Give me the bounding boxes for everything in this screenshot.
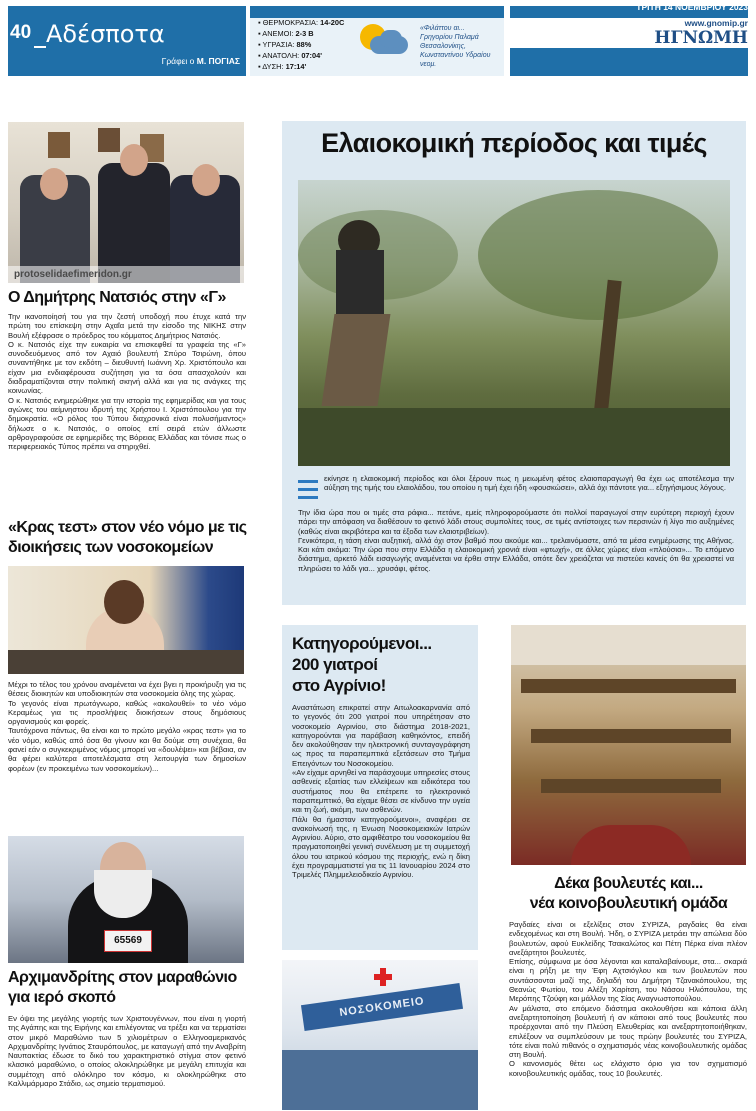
paragraph: Ο κ. Νατσιός είχε την ευκαιρία να επισκεφθεί τα γραφεία της «Γ» συνοδευόμενος από τον Αχαιό βουλευτή Σπύρο Τσιρώνη, όπου συναντήθηκε με τον εκδότη – διευθυντή Ιωάννη Χρ. Χριστόπουλο και είχαν μια ενδιαφέρουσα συζήτηση για τα όσα απασχολούν και διαδραματίζονται στην πολιτική σκηνή αλλά και για τις ανάγκες της κοινωνίας.: [8, 339, 246, 396]
headline-line: Δέκα βουλευτές και...: [554, 875, 703, 892]
weather-humidity: ▪ ΥΓΡΑΣΙΑ: 88%: [258, 40, 312, 49]
paragraph: Πάλι θα ήμασταν κατηγορούμενοι», αναφέρει σε ανακοίνωσή της, η Ένωση Νοσοκομειακών Ιατρών Αγρινίου. Αύριο, στο αμφιθέατρο του νοσοκομείου θα πραγματοποιηθεί γενική συνέλευση με τη συμμετοχή όλου του ιατρικού κόσμου της περιοχής, ενώ η δίκη έχει προγραμματιστεί για τις 11 Ιανουαρίου 2024 στο Τριμελές Πλημμελειοδικείο Αγρινίου.: [292, 814, 470, 880]
masthead-logo: ΗΓΝΩΜΗ: [654, 28, 748, 48]
paragraph: Μέχρι το τέλος του χρόνου αναμένεται να έχει βγει η προκήρυξη για τις θέσεις διοικητών και υποδιοικητών στα νοσοκομεία όλης της χώρας.: [8, 680, 246, 699]
paragraph: Ραγδαίες είναι οι εξελίξεις στον ΣΥΡΙΖΑ, ραγδαίες θα είναι ενδεχομένως και στη Βουλή. Ήδη, ο ΣΥΡΙΖΑ μετράει την απώλεια δύο βουλευτών, αφού Ευκλείδης Τσακαλώτος και Πέτη Πέρκα είναι πλέον ανεξάρτητοι βουλευτές.: [509, 920, 747, 957]
race-bib: 65569: [104, 930, 152, 952]
wall-frame: [98, 128, 120, 152]
olive-net: [298, 408, 730, 466]
crash-test-body: [8, 680, 246, 773]
editor-name: Μ. ΠΟΓΙΑΣ: [196, 56, 240, 66]
archimandrite-body: [8, 1014, 246, 1088]
bench-row: [521, 679, 736, 693]
dropcap-bar: [298, 480, 318, 483]
bench-row: [531, 729, 731, 743]
olive-lead: εκίνησε η ελαιοκομική περίοδος και όλοι ξέρουν πως η μειωμένη φέτος ελαιοπαραγωγή θα έχει ως αποτέλεσμα την αύξηση της τιμής του ελαιολάδου, του οποίου η τιμή έχει ήδη «φουσκώσει», αλλά όχι πάντοτε για... εξηγήσιμους λόγους.: [324, 474, 734, 493]
dropcap-bar: [298, 488, 318, 491]
paragraph: Γενικότερα, η τάση είναι αυξητική, αλλά όχι στον βαθμό που ακούμε και... τρελαινόμαστε, από τα μέσα ενημέρωσης της Αθήνας. Και κάτι ακόμα: Την ώρα που στην Ελλάδα η ελαιοκομική χρονιά είναι «φτωχή», σε άλλες χώρες είναι «πλούσια»... Το επόμενο διάστημα, αρκετό λάδι εισαγωγής αναμένεται να έρθει στην Ελλάδα, οπότε δεν χρειάζεται να πιστεύει κανείς ότι θα χρειαστεί να πληρώσει το λάδι για... χρυσάφι, φέτος.: [298, 535, 734, 573]
headline-line: Κατηγορούμενοι...: [292, 634, 432, 653]
person-right-head: [192, 164, 220, 196]
watermark: protoselidaefimeridon.gr: [8, 266, 244, 283]
hospital-photo: [282, 960, 478, 1110]
parliament-photo: [511, 625, 746, 865]
olive-body: [298, 508, 734, 573]
section-title: Αδέσποτα: [46, 20, 165, 48]
hospital-sign: ΝΟΣΟΚΟΜΕΙΟ: [301, 983, 463, 1031]
saints-of-day: «Φιλάττου αι... Γρηγορίου Παλαμά Θεσσαλονίκης, Κωνσταντίνου Υδραίου νεομ.: [420, 25, 491, 68]
mps-headline: [511, 874, 746, 914]
headline-line: 200 γιατροί: [292, 655, 378, 674]
marathon-photo: [8, 836, 244, 963]
paragraph: Αν μάλιστα, στο επόμενο διάστημα ακολουθήσει και κάποια άλλη ανεξαρτητοποίηση βουλευτή ή αν κάποιοι από τους βουλευτές που προέρχονται από την Πλεύση Ελευθερίας και ανεξαρτητοποιήθηκαν, επιλέξουν να συμπλεύσουν με τους πρώην βουλευτές του ΣΥΡΙΖΑ, τότε είναι πολύ πιθανός ο σχηματισμός νέας κοινοβουλευτικής ομάδας στη Βουλή.: [509, 1003, 747, 1060]
worker-trousers: [322, 314, 391, 406]
issue-date: ΤΡΙΤΗ 14 ΝΟΕΜΒΡΙΟΥ 2023: [636, 2, 748, 12]
header-right-strip: [510, 48, 748, 76]
bench-row: [541, 779, 721, 793]
hospital-building: [282, 1050, 478, 1110]
paragraph: Το γεγονός είναι πρωτόγνωρο, καθώς «ακολουθεί» το νέο νόμο Κεραμέως για τις προσλήψεις διοικήσεων στους δημόσιους οργανισμούς και φορείς.: [8, 698, 246, 727]
person-center-head: [120, 144, 148, 176]
natsios-headline: Ο Δημήτρης Νατσιός στην «Γ»: [8, 289, 226, 306]
desk: [8, 650, 244, 674]
editor-prefix: Γράφει ο: [161, 56, 197, 66]
natsios-body: [8, 312, 246, 451]
wall-frame: [48, 132, 70, 158]
headline-line: νέα κοινοβουλευτική ομάδα: [529, 895, 728, 912]
weather-sunrise: ▪ ΑΝΑΤΟΛΗ: 07:04': [258, 51, 322, 60]
paragraph: Την ίδια ώρα που οι τιμές στα ράφια... πετάνε, εμείς πληροφορούμαστε ότι πολλοί παραγωγοί στην ευρύτερη περιοχή έχουν πάρει την απόφαση να διαθέσουν το φετινό λάδι στους συμπολίτες τους, σε τιμές αντίστοιχες των περσινών ή λίγο πιο αυξημένες (καθώς είναι ακριβότερα και τα έξοδα των ελαιοτριβείων).: [298, 508, 734, 536]
paragraph: Ο κ. Νατσιός ενημερώθηκε για την ιστορία της εφημερίδας και για τους αγώνες του αείμνηστου ιδρυτή της Χρήστου Ι. Χριστόπουλου για την δημοκρατία. «Ο ρόλος του Τύπου διαχρονικά είναι πολυσήμαντος» δήλωσε ο κ. Νατσιός, ο οποίος επί σειρά ετών άλλωστε αρθρογραφούσε σε εφημερίδες της Βόρειας Ελλάδας και τόνισε πως ο περιφερειακός Τύπος πρέπει να στηριχθεί.: [8, 395, 246, 452]
weather-winds: ▪ ΑΝΕΜΟΙ: 2-3 B: [258, 29, 314, 38]
dropcap-bar: [298, 496, 318, 499]
worker-shirt: [336, 250, 384, 316]
paragraph: Ο κανονισμός θέτει ως ελάχιστο όριο για τον σχηματισμό κοινοβουλευτικής ομάδας, τους 10 βουλευτές.: [509, 1059, 747, 1078]
weather-temperature: ▪ ΘΕΡΜΟΚΡΑΣΙΑ: 14-20C: [258, 18, 345, 27]
editor-credit: [40, 56, 240, 66]
ceiling: [511, 625, 746, 665]
paragraph: Επίσης, σύμφωνα με όσα λέγονται και καταλαβαίνουμε, στα... σκαριά είναι η ρήξη με την Έφη Αχτσιόγλου και των βουλευτών που συντάσσονται μαζί της, δηλαδή του Δημήτρη Τζανακόπουλου, της Θεανώς Φωτίου, του Αλέξη Χαρίτση, του Νάσου Ηλιόπουλου, της Μερόπης Τζούφη και μάλλον της Σίας Αναγνωστοπούλου.: [509, 957, 747, 1004]
section-underline: [34, 46, 46, 48]
crash-test-headline: «Κρας τεστ» στον νέο νόμο με τις διοικήσεις των νοσοκομείων: [8, 519, 247, 556]
natsios-photo: [8, 122, 244, 283]
headline-line: στο Αγρίνιο!: [292, 676, 386, 695]
mps-body: [509, 920, 747, 1078]
olive-foliage: [478, 190, 718, 320]
red-carpet: [571, 825, 691, 865]
paragraph: Εν όψει της μεγάλης γιορτής των Χριστουγέννων, που είναι η γιορτή της Αγάπης και της Ειρήνης και επιλέγοντας να τρέξει και να τερματίσει στον μικρό Μαραθώνιο των 5 χιλιομέτρων ο Ελληνοαμερικανός Αρχιμανδρίτης Ιγνάτιος Σταυρόπουλος, με καταγωγή από την Αναβρίτη Ναυπακτίας έδωσε το δικό του χαρακτηριστικό στίγμα στον φετινό κλασικό μαραθώνιο, ο οποίος ολοκληρώθηκε με μεγάλη επιτυχία και συμμέτοχη από ολόκληρο τον κόσμο, κι ολοκληρώθηκε στο Καλλιμάρμαρο Στάδιο, ως σημείο τερματισμού.: [8, 1014, 246, 1089]
doctors-headline: [292, 633, 472, 696]
person-head: [104, 580, 144, 624]
weather-sunset: ▪ ΔΥΣΗ: 17:14': [258, 62, 307, 71]
paragraph: Την ικανοποίησή του για την ζεστή υποδοχή που έτυχε κατά την πρώτη του επίσκεψη στην Αχαΐα μετά την είσοδο της ΝΙΚΗΣ στην Βουλή εξέφρασε ο πρόεδρος του κόμματος Δημήτριος Νατσιός.: [8, 312, 246, 340]
site-url: www.gnomip.gr: [684, 18, 748, 28]
paragraph: Αναστάτωση επικρατεί στην Αιτωλοακαρνανία από το γεγονός ότι 200 γιατροί που υπηρέτησαν στο νοσοκομείο Αγρινίου, στο διάστημα 2018-2021, κατηγορούνται για παράβαση καθηκόντος, επειδή δεν ακολούθησαν την ηλεκτρονική συνταγογράφηση ως προς τα παραπεμπτικά εξετάσεων στο Τμήμα Επειγόντων του Νοσοκομείου.: [292, 703, 470, 768]
paragraph: «Αν είχαμε αρνηθεί να παράσχουμε υπηρεσίες στους ασθενείς εξαιτίας των ελλείψεων και ειδικότερα του συστήματος που θα επέτρεπε το ηλεκτρονικό παραπεμπτικό, θα είχαμε θέσει σε κίνδυνο την υγεία και τη ζωή, ακόμη, των ασθενών.: [292, 768, 471, 815]
red-cross-icon: [374, 968, 392, 986]
doctors-body: [292, 703, 470, 880]
olive-harvest-photo: [298, 180, 730, 466]
person-center: [98, 163, 170, 283]
paragraph: Ταυτόχρονα πάντως, θα είναι και το πρώτο μεγάλο «κρας τεστ» για το νέο νόμο, καθώς από όσα θα γίνουν και θα δούμε στη συνέχεια, θα φανεί εάν ο συγκεκριμένος νόμος μπορεί να «δουλέψει» και βέβαια, αν θα φέρει καλύτερα αποτελέσματα στη λειτουργία των δημοσίων φορέων (εν προκειμένω των νοσοκομείων)...: [8, 726, 246, 773]
archimandrite-headline: Αρχιμανδρίτης στον μαραθώνιο για ιερό σκοπό: [8, 969, 237, 1006]
olive-headline: Ελαιοκομική περίοδος και τιμές: [321, 128, 707, 158]
page-number: 40: [10, 22, 32, 43]
person-left-head: [40, 168, 68, 200]
nurse-photo: [8, 566, 244, 674]
cloud-icon-top: [380, 30, 402, 48]
